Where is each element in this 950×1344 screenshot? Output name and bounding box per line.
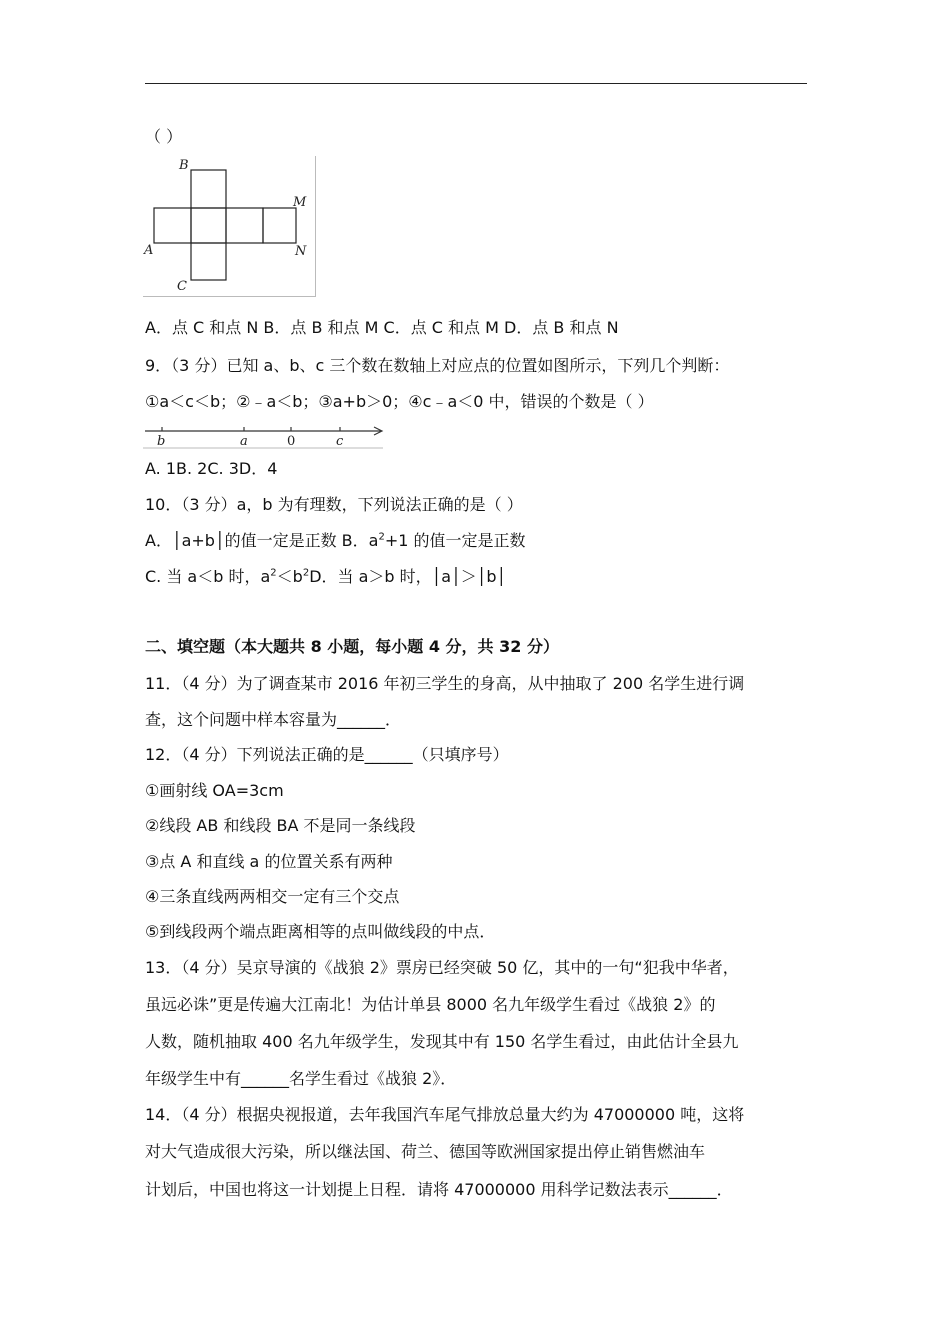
- q13-line2: 虽远必诛”更是传遍大江南北！为估计单县 8000 名九年级学生看过《战狼 2》的: [145, 995, 716, 1014]
- q10-optB-post: +1 的值一定是正数: [384, 531, 526, 550]
- net-square-3: [226, 208, 263, 243]
- q12-item-3: ③点 A 和直线 a 的位置关系有两种: [145, 852, 393, 871]
- q12-item-1: ①画射线 OA=3cm: [145, 781, 284, 800]
- net-square-2: [191, 208, 226, 243]
- q10-optC-exp2: 2: [302, 567, 310, 579]
- q11-line2: 查，这个问题中样本容量为______．: [145, 710, 402, 729]
- header-rule: [145, 83, 807, 84]
- cube-net-figure: [143, 156, 316, 297]
- q10-line1: 10．（3 分）a，b 为有理数，下列说法正确的是（ ）: [145, 495, 523, 514]
- label-M: M: [293, 195, 307, 210]
- cube-net-svg: [143, 156, 315, 296]
- q10-optC-exp1: 2: [270, 567, 277, 579]
- nl-label-c: c: [336, 434, 344, 449]
- q14-line3: 计划后，中国也将这一计划提上日程．请将 47000000 用科学记数法表示______．: [145, 1180, 733, 1199]
- number-line-figure: [143, 422, 387, 450]
- q12-item-4: ④三条直线两两相交一定有三个交点: [145, 887, 400, 906]
- label-B: B: [179, 158, 189, 173]
- q9-line2: ①a＜c＜b；②﹣a＜b；③a+b＞0；④c﹣a＜0 中，错误的个数是（ ）: [145, 392, 654, 411]
- net-square-1: [154, 208, 191, 243]
- net-square-top: [191, 170, 226, 208]
- q13-line3: 人数，随机抽取 400 名九年级学生，发现其中有 150 名学生看过，由此估计全县九: [145, 1032, 739, 1051]
- net-square-4: [263, 208, 296, 243]
- net-square-bottom: [191, 243, 226, 280]
- nl-label-b: b: [157, 434, 166, 449]
- q13-line4: 年级学生中有______名学生看过《战狼 2》．: [145, 1069, 457, 1088]
- nl-label-a: a: [240, 434, 248, 449]
- q8-options: A．点 C 和点 N B．点 B 和点 M C．点 C 和点 M D．点 B 和点 N: [145, 318, 619, 337]
- nl-label-0: 0: [287, 434, 296, 449]
- label-A: A: [144, 243, 154, 258]
- q8-stem-tail: （ ）: [145, 127, 183, 146]
- q10-optC-post: D．当 a＞b 时，│a│＞│b│: [309, 567, 507, 586]
- q10-optB-exp: 2: [378, 531, 385, 543]
- q14-line1: 14．（4 分）根据央视报道，去年我国汽车尾气排放总量大约为 47000000 吨，这将: [145, 1105, 745, 1124]
- q10-optA-pre: A．│a+b│的值一定是正数 B．a: [145, 531, 379, 550]
- q13-line1: 13．（4 分）吴京导演的《战狼 2》票房已经突破 50 亿，其中的一句“犯我中华者，: [145, 958, 739, 977]
- q14-line2: 对大气造成很大污染，所以继法国、荷兰、德国等欧洲国家提出停止销售燃油车: [145, 1142, 706, 1161]
- q12-item-2: ②线段 AB 和线段 BA 不是同一条线段: [145, 816, 416, 835]
- q10-optC-pre: C. 当 a＜b 时，a: [145, 567, 271, 586]
- q10-optC-mid: ＜b: [276, 567, 303, 586]
- q11-line1: 11．（4 分）为了调查某市 2016 年初三学生的身高，从中抽取了 200 名学生进行调: [145, 674, 745, 693]
- label-N: N: [295, 244, 307, 259]
- q12-item-5: ⑤到线段两个端点距离相等的点叫做线段的中点．: [145, 922, 496, 941]
- q12-line1: 12．（4 分）下列说法正确的是______（只填序号）: [145, 745, 509, 764]
- label-C: C: [177, 279, 187, 294]
- q10-options-cd: [145, 567, 506, 587]
- section2-title: 二、填空题（本大题共 8 小题，每小题 4 分，共 32 分）: [145, 637, 559, 656]
- q10-options-ab: [145, 531, 526, 551]
- q9-line1: 9．（3 分）已知 a、b、c 三个数在数轴上对应点的位置如图所示，下列几个判断：: [145, 356, 730, 375]
- q9-options: A. 1B. 2C. 3D．4: [145, 459, 278, 478]
- number-line-svg: [143, 422, 387, 450]
